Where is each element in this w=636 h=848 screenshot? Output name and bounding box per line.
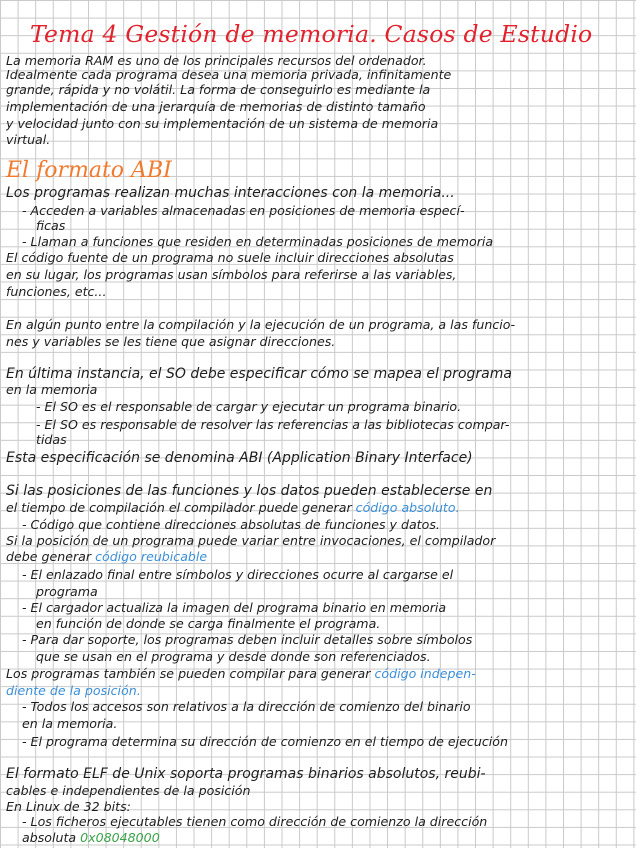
intro-line: Idealmente cada programa desea una memoria privada, infinitamente — [6, 68, 452, 82]
note-line: Si las posiciones de las funciones y los datos pueden establecerse en — [6, 483, 493, 499]
note-line: - Acceden a variables almacenadas en posiciones de memoria especí- — [22, 204, 465, 218]
note-line: en su lugar, los programas usan símbolos para referirse a las variables, — [6, 268, 457, 282]
note-text: debe generar — [6, 550, 92, 564]
note-line: Esta especificación se denomina ABI (Application Binary Interface) — [6, 450, 473, 466]
note-line: - Los ficheros ejecutables tienen como dirección de comienzo la dirección — [22, 815, 488, 829]
note-line: - El SO es el responsable de cargar y ejecutar un programa binario. — [36, 400, 462, 414]
note-line: ficas — [36, 219, 66, 233]
highlight-pic-code: código indepen- — [374, 667, 476, 681]
note-line: En algún punto entre la compilación y la ejecución de un programa, a las funcio- — [6, 318, 515, 332]
note-line — [6, 501, 634, 515]
intro-line: La memoria RAM es uno de los principales recursos del ordenador. — [6, 54, 427, 68]
note-line — [22, 831, 634, 845]
note-line: cables e independientes de la posición — [6, 784, 251, 798]
intro-line: implementación de una jerarquía de memorias de distinto tamaño — [6, 100, 426, 114]
highlight-absolute-code: código absoluto. — [355, 501, 460, 515]
note-line: Si la posición de un programa puede variar entre invocaciones, el compilador — [6, 534, 496, 548]
note-line — [6, 550, 634, 564]
note-text: el tiempo de compilación el compilador puede generar — [6, 501, 352, 515]
highlight-relocatable-code: código reubicable — [95, 550, 208, 564]
note-line: en la memoria. — [22, 717, 118, 731]
note-line: - El enlazado final entre símbolos y direcciones ocurre al cargarse el — [22, 568, 454, 582]
note-line: en la memoria — [6, 383, 98, 397]
intro-line: y velocidad junto con su implementación de un sistema de memoria — [6, 117, 439, 131]
note-line: - El SO es responsable de resolver las referencias a las bibliotecas compar- — [36, 418, 510, 432]
note-line: programa — [36, 585, 98, 599]
note-line: tidas — [36, 433, 67, 447]
note-line: - Código que contiene direcciones absolutas de funciones y datos. — [22, 518, 440, 532]
note-line: - Para dar soporte, los programas deben incluir detalles sobre símbolos — [22, 633, 473, 647]
page-title: Tema 4 Gestión de memoria. Casos de Estudio — [30, 20, 593, 48]
intro-line: virtual. — [6, 133, 51, 147]
note-line: en función de donde se carga finalmente el programa. — [36, 617, 381, 631]
note-line: El formato ELF de Unix soporta programas binarios absolutos, reubi- — [6, 766, 486, 782]
note-text: absoluta — [22, 831, 77, 845]
note-line: - Todos los accesos son relativos a la dirección de comienzo del binario — [22, 700, 471, 714]
note-line: - El cargador actualiza la imagen del programa binario en memoria — [22, 601, 447, 615]
note-line: Los programas realizan muchas interacciones con la memoria... — [6, 185, 455, 201]
note-line: - Llaman a funciones que residen en determinadas posiciones de memoria — [22, 235, 494, 249]
note-line: - El programa determina su dirección de comienzo en el tiempo de ejecución — [22, 735, 508, 749]
note-line: En Linux de 32 bits: — [6, 800, 131, 814]
note-line-highlight: diente de la posición. — [6, 684, 141, 698]
intro-line: grande, rápida y no volátil. La forma de conseguirlo es mediante la — [6, 83, 431, 97]
highlight-address: 0x08048000 — [80, 831, 160, 845]
note-line: En última instancia, el SO debe especificar cómo se mapea el programa — [6, 366, 512, 382]
note-line: El código fuente de un programa no suele incluir direcciones absolutas — [6, 251, 454, 265]
section-heading: El formato ABI — [6, 158, 172, 183]
note-text: Los programas también se pueden compilar para generar — [6, 667, 371, 681]
note-line: funciones, etc... — [6, 285, 107, 299]
note-line — [6, 667, 634, 681]
note-line: nes y variables se les tiene que asignar direcciones. — [6, 335, 336, 349]
note-line: que se usan en el programa y desde donde son referenciados. — [36, 650, 431, 664]
